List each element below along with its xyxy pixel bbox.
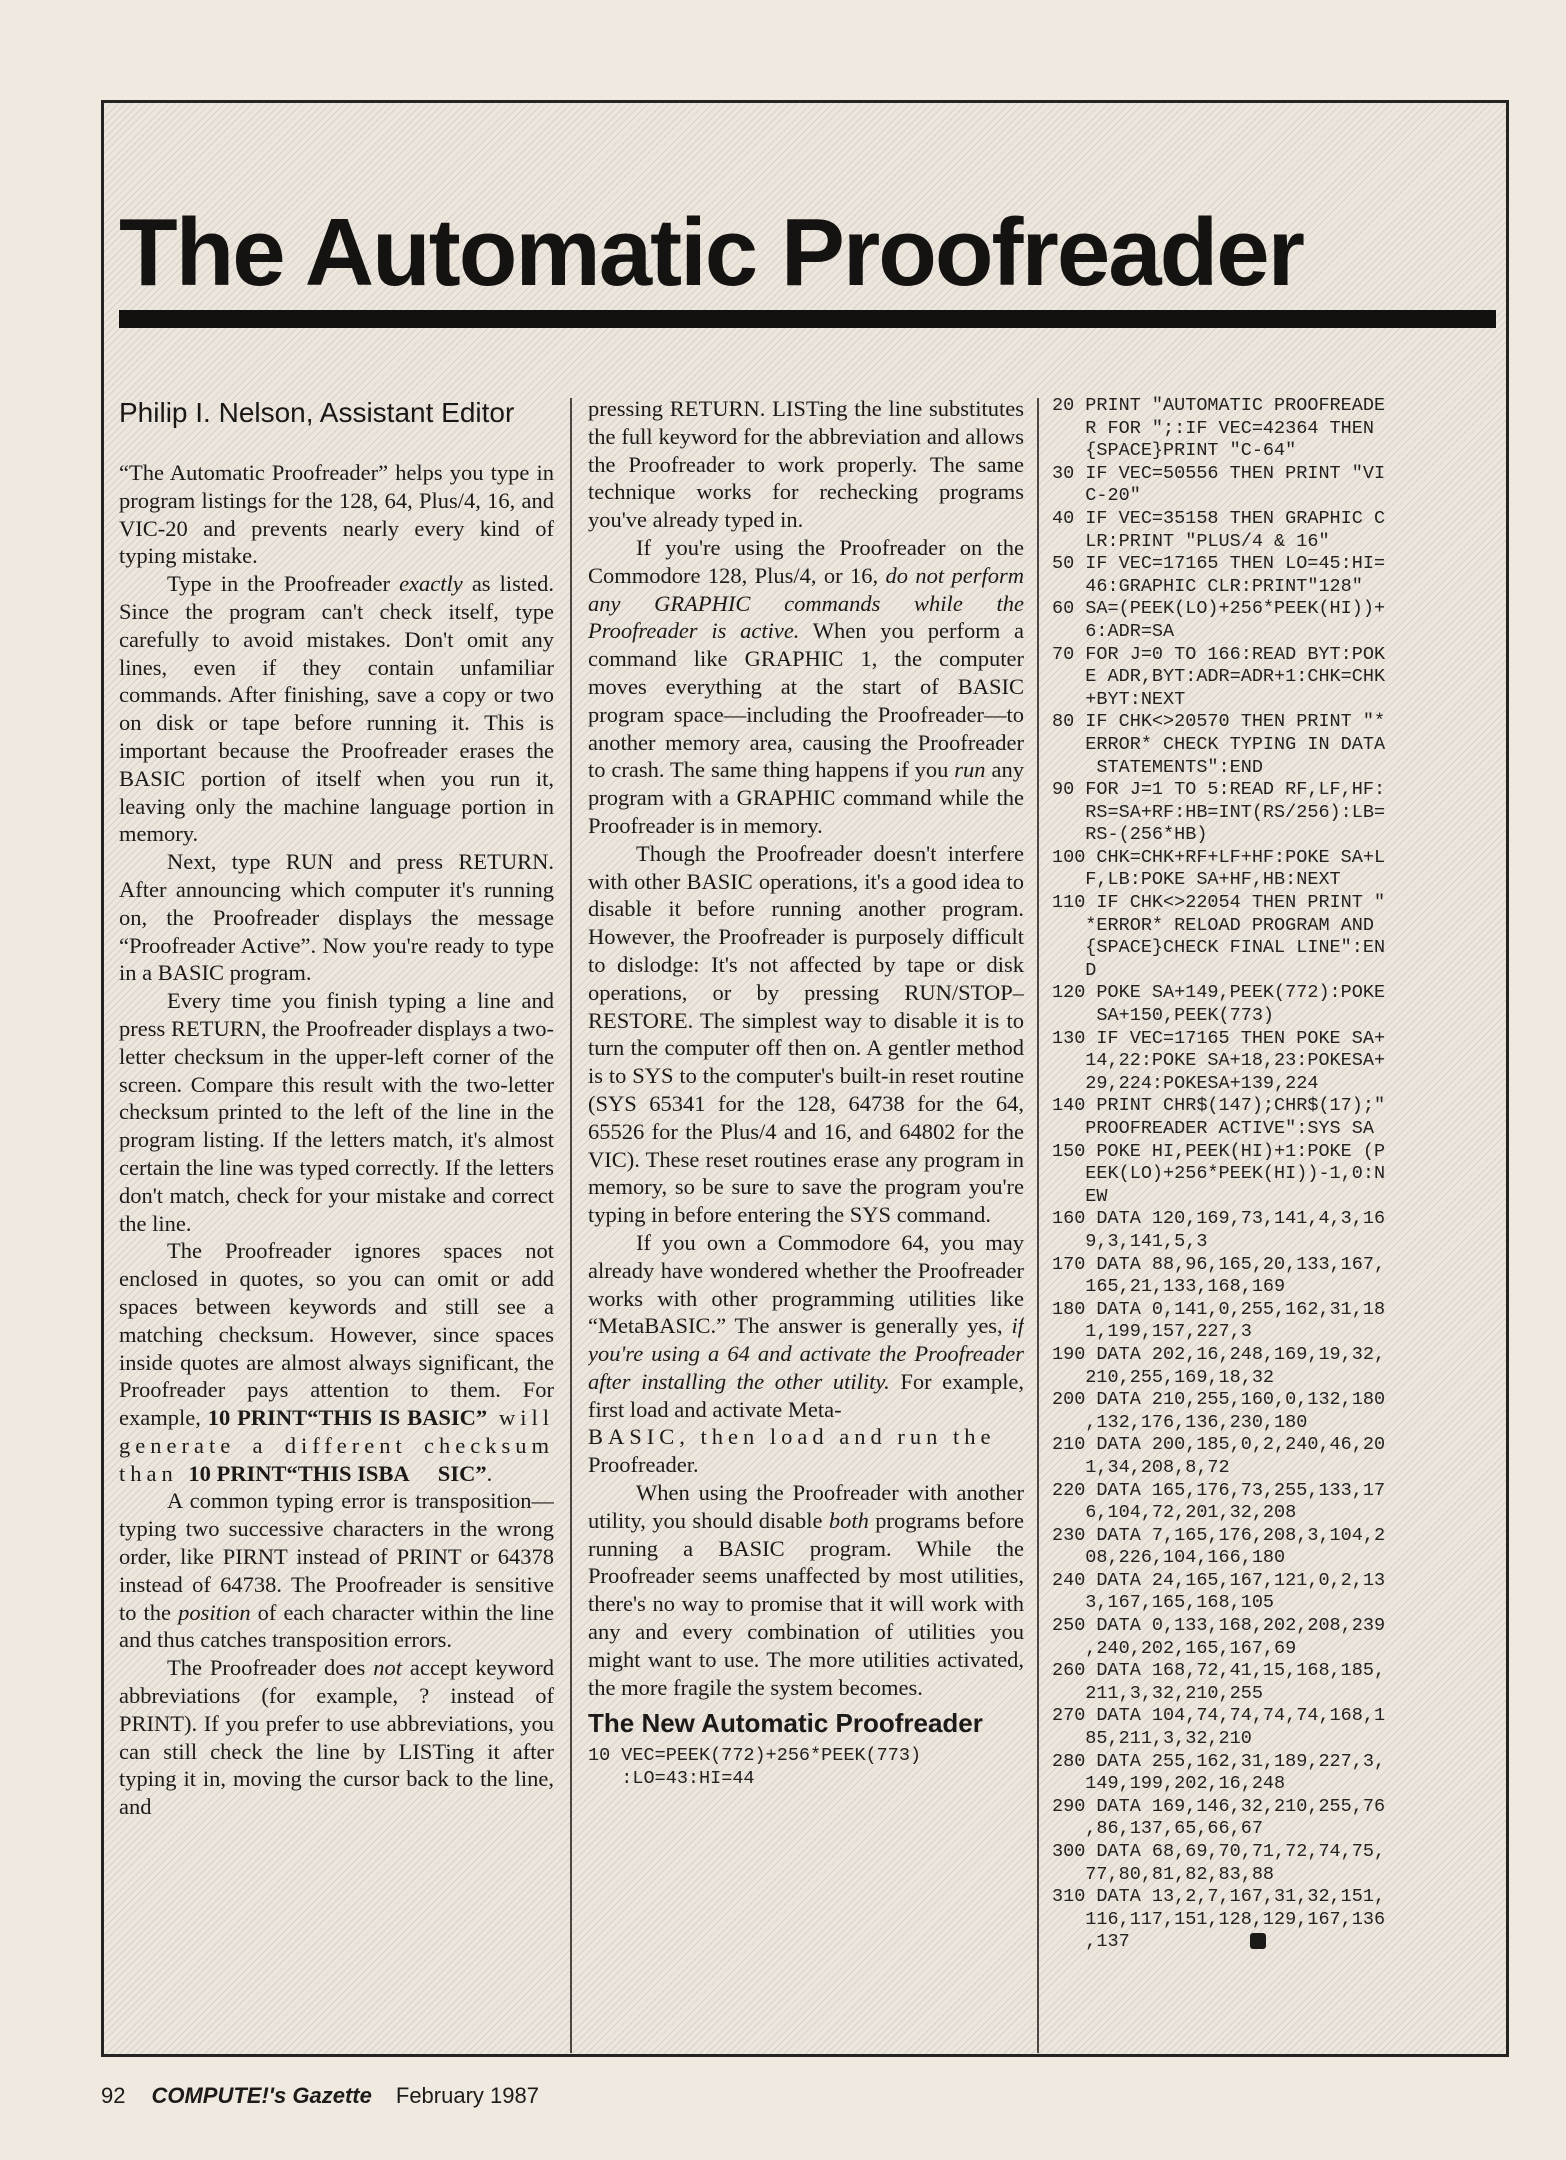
- paragraph: Type in the Proofreader exactly as listed. Since the program can't check itself, type carefully to avoid mistakes. Don't omit any lines, even if they contain unfamiliar commands. After finishing, save a copy or two on disk or tape before running it. This is important because the Proofreader erases the BASIC portion of itself when you run it, leaving only the machine language portion in memory.: [119, 571, 554, 847]
- program-listing: 20 PRINT "AUTOMATIC PROOFREADE R FOR ";:IF VEC=42364 THEN {SPACE}PRINT "C-64" 30 IF VEC=50556 THEN PRINT "VI C-20" 40 IF VEC=35158 THEN GRAPHIC C LR:PRINT "PLUS/4 & 16" 50 IF VEC=17165 THEN LO=45:HI= 46:GRAPHIC CLR:PRINT"128" 60 SA=(PEEK(LO)+256*PEEK(HI))+ 6:ADR=SA 70 FOR J=0 TO 166:READ BYT:POK E ADR,BYT:ADR=ADR+1:CHK=CHK +BYT:NEXT 80 IF CHK<>20570 THEN PRINT "* ERROR* CHECK TYPING IN DATA STATEMENTS":END 90 FOR J=1 TO 5:READ RF,LF,HF: RS=SA+RF:HB=INT(RS/256):LB= RS-(256*HB) 100 CHK=CHK+RF+LF+HF:POKE SA+L F,LB:POKE SA+HF,HB:NEXT 110 IF CHK<>22054 THEN PRINT " *ERROR* RELOAD PROGRAM AND {SPACE}CHECK FINAL LINE":EN D 120 POKE SA+149,PEEK(772):POKE SA+150,PEEK(773) 130 IF VEC=17165 THEN POKE SA+ 14,22:POKE SA+18,23:POKESA+ 29,224:POKESA+139,224 140 PRINT CHR$(147);CHR$(17);" PROOFREADER ACTIVE":SYS SA 150 POKE HI,PEEK(HI)+1:POKE (P EEK(LO)+256*PEEK(HI))-1,0:N EW 160 DATA 120,169,73,141,4,3,16 9,3,141,5,3 170 DATA 88,96,165,20,133,167, 165,21,133,168,169 180 DATA 0,141,0,255,162,31,18 1,199,157,227,3 190 DATA 202,16,248,169,19,32, 210,255,169,18,32 200 DATA 210,255,160,0,132,180 ,132,176,136,230,180 210 DATA 200,185,0,2,240,46,20 1,34,208,8,72 220 DATA 165,176,73,255,133,17 6,104,72,201,32,208 230 DATA 7,165,176,208,3,104,2 08,226,104,166,180 240 DATA 24,165,167,121,0,2,13 3,167,165,168,105 250 DATA 0,133,168,202,208,239 ,240,202,165,167,69 260 DATA 168,72,41,15,168,185, 211,3,32,210,255 270 DATA 104,74,74,74,74,168,1 85,211,3,32,210 280 DATA 255,162,31,189,227,3, 149,199,202,16,248 290 DATA 169,146,32,210,255,76 ,86,137,65,66,67 300 DATA 68,69,70,71,72,74,75, 77,80,81,82,83,88 310 DATA 13,2,7,167,31,32,151, 116,117,151,128,129,167,136: [1052, 395, 1386, 1930]
- byline: Philip I. Nelson, Assistant Editor: [119, 397, 515, 428]
- column-3: [1052, 395, 1492, 2070]
- column-2: [588, 395, 1024, 2070]
- program-listing-start: 10 VEC=PEEK(772)+256*PEEK(773) :LO=43:HI=44: [588, 1745, 922, 1789]
- end-of-article-icon: [1250, 1933, 1266, 1949]
- paragraph: A common typing error is transposition—typing two successive characters in the wrong order, like PIRNT instead of PRINT or 64378 instead of 64738. The Proofreader is sensitive to the position of each character within the line and thus catches transposition errors.: [119, 1488, 554, 1653]
- magazine-name: COMPUTE!'s Gazette: [151, 2083, 372, 2108]
- paragraph: pressing RETURN. LISTing the line substitutes the full keyword for the abbreviation and allows the Proofreader to work properly. The same technique works for rechecking programs you've already typed in.: [588, 396, 1024, 533]
- page-footer: [101, 2083, 539, 2109]
- article-title: The Automatic Proofreader: [119, 199, 1303, 306]
- paragraph: “The Automatic Proofreader” helps you type in program listings for the 128, 64, Plus/4, 16, and VIC-20 and prevents nearly every kind of typing mistake.: [119, 460, 554, 569]
- paragraph: If you own a Commodore 64, you may already have wondered whether the Proofreader works with other programming utilities like “MetaBASIC.” The answer is generally yes, if you're using a 64 and activate the Proofreader after installing the other utility. For example, first load and activate Meta- BASIC, then load and run the Proofreader.: [588, 1229, 1024, 1478]
- issue-date: February 1987: [395, 2083, 539, 2108]
- column-divider: [1037, 398, 1039, 2053]
- paragraph: When using the Proofreader with another utility, you should disable both programs before running a BASIC program. While the Proofreader seems unaffected by most utilities, there's no way to promise that it will work with any and every combination of utilities you might want to use. The more utilities activated, the more fragile the system becomes.: [588, 1480, 1024, 1700]
- code-example: 10 PRINT“THIS IS BASIC”: [207, 1405, 488, 1431]
- column-divider: [570, 398, 572, 2053]
- paragraph: If you're using the Proofreader on the Commodore 128, Plus/4, or 16, do not perform any GRAPHIC commands while the Proofreader is active. When you perform a command like GRAPHIC 1, the computer moves everything at the start of BASIC program space—including the Proofreader—to another memory area, causing the Proofreader to crash. The same thing happens if you run any program with a GRAPHIC command while the Proofreader is in memory.: [588, 534, 1024, 838]
- section-heading: The New Automatic Proofreader: [588, 1708, 983, 1739]
- page-number: 92: [101, 2083, 126, 2108]
- paragraph: Every time you finish typing a line and press RETURN, the Proofreader displays a two-letter checksum in the upper-left corner of the screen. Compare this result with the two-letter checksum printed to the left of the line in the program listing. If the letters match, it's almost certain the line was typed correctly. If the letters don't match, check for your mistake and correct the line.: [119, 988, 554, 1236]
- paragraph: The Proofreader ignores spaces not enclosed in quotes, so you can omit or add spaces between keywords and still see a matching checksum. However, since spaces inside quotes are almost always significant, the Proofreader pays attention to them. For example, 10 PRINT“THIS IS BASIC” will generate a different checksum than 10 PRINT“THIS ISBA SIC”.: [119, 1238, 554, 1486]
- paragraph: Next, type RUN and press RETURN. After announcing which computer it's running on, the Proofreader displays the message “Proofreader Active”. Now you're ready to type in a BASIC program.: [119, 849, 554, 986]
- paragraph: Though the Proofreader doesn't interfere with other BASIC operations, it's a good idea to disable it before running another program. However, the Proofreader is purposely difficult to dislodge: It's not affected by tape or disk operations, or by pressing RUN/STOP– RESTORE. The simplest way to disable it is to turn the computer off then on. A gentler method is to SYS to the computer's built-in reset routine (SYS 65341 for the 128, 64738 for the 64, 65526 for the Plus/4 and 16, and 64802 for the VIC). These reset routines erase any program in memory, so be sure to save the program you're typing in before entering the SYS command.: [588, 840, 1024, 1228]
- program-listing-end: ,137: [1052, 1931, 1492, 1954]
- column-1: [119, 395, 554, 2070]
- paragraph: The Proofreader does not accept keyword abbreviations (for example, ? instead of PRINT). If you prefer to use abbreviations, you can still check the line by LISTing it after typing it in, moving the cursor back to the line, and: [119, 1655, 554, 1820]
- title-rule: [119, 310, 1496, 328]
- code-example: 10 PRINT“THIS ISBA SIC”: [188, 1460, 487, 1486]
